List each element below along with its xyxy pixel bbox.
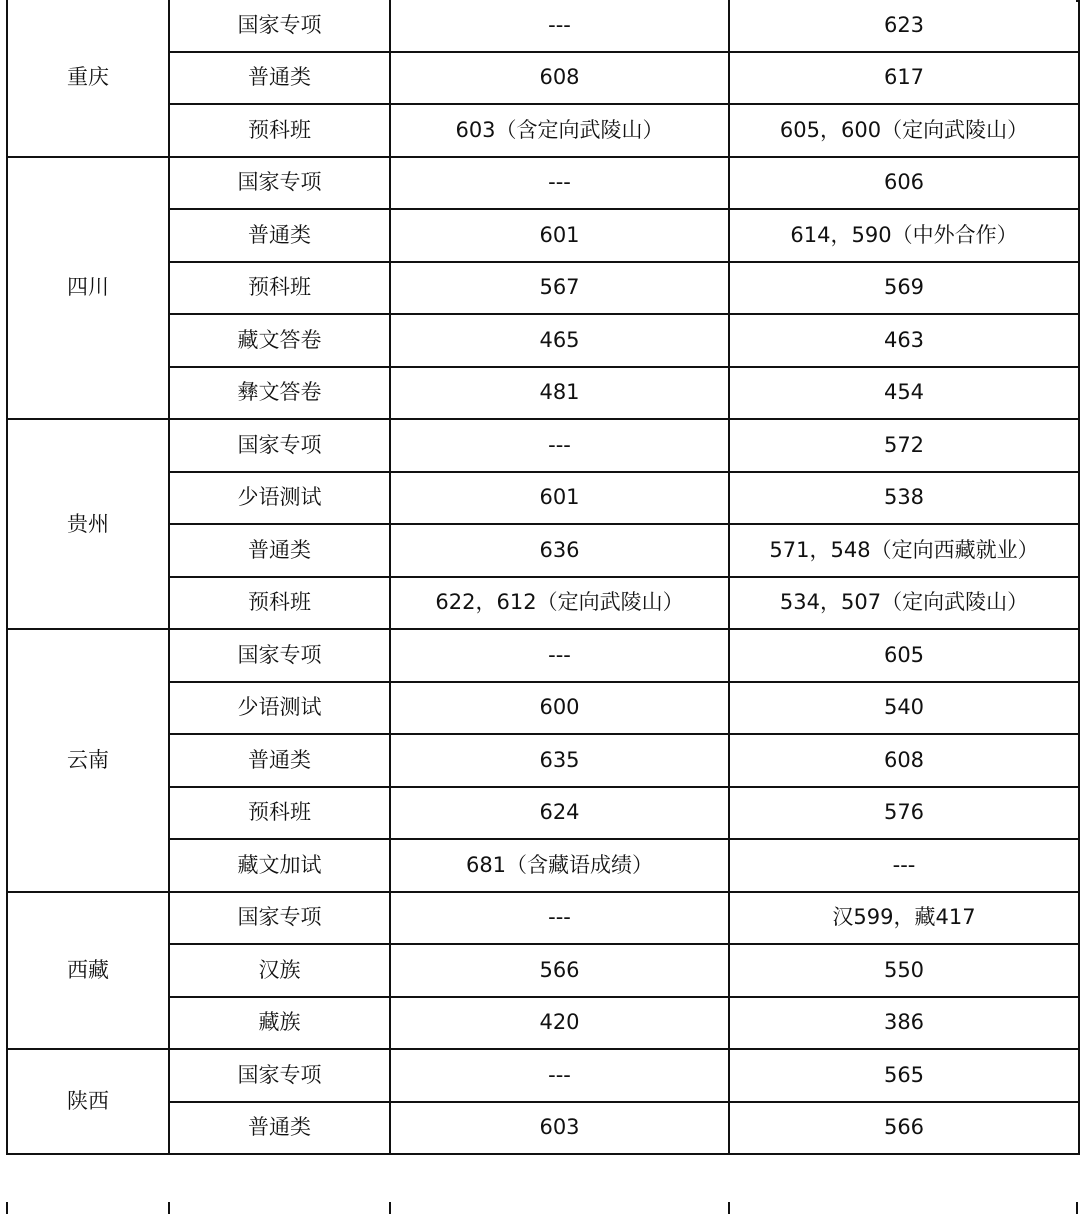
score-cell-col2: 454 [729, 367, 1079, 420]
score-cell-col2: 566 [729, 1102, 1079, 1155]
score-cell-col1: 465 [390, 314, 729, 367]
category-cell: 普通类 [169, 734, 390, 787]
province-cell: 重庆 [7, 0, 169, 157]
category-cell: 藏文加试 [169, 839, 390, 892]
score-cell-col2: 576 [729, 787, 1079, 840]
category-cell: 国家专项 [169, 419, 390, 472]
score-cell-col1: 566 [390, 944, 729, 997]
score-cell-col2: 汉599，藏417 [729, 892, 1079, 945]
score-cell-col2: 617 [729, 52, 1079, 105]
score-cell-col1: --- [390, 1049, 729, 1102]
category-cell: 普通类 [169, 1102, 390, 1155]
category-cell: 预科班 [169, 262, 390, 315]
category-cell: 预科班 [169, 787, 390, 840]
score-cell-col2: 386 [729, 997, 1079, 1050]
score-cell-col2: 538 [729, 472, 1079, 525]
score-cell-col2: 534，507（定向武陵山） [729, 577, 1079, 630]
category-cell: 汉族 [169, 944, 390, 997]
table-body [7, 0, 1079, 1154]
score-cell-col1: 622，612（定向武陵山） [390, 577, 729, 630]
score-cell-col2: 608 [729, 734, 1079, 787]
score-cell-col1: --- [390, 157, 729, 210]
score-cell-col1: 600 [390, 682, 729, 735]
score-cell-col2: 605 [729, 629, 1079, 682]
table-top-edge [6, 0, 1078, 2]
score-cell-col1: 624 [390, 787, 729, 840]
category-cell: 国家专项 [169, 0, 390, 52]
score-cell-col2: 569 [729, 262, 1079, 315]
category-cell: 少语测试 [169, 682, 390, 735]
score-cell-col2: 463 [729, 314, 1079, 367]
score-cell-col2: 606 [729, 157, 1079, 210]
score-cell-col1: --- [390, 892, 729, 945]
score-cell-col1: 608 [390, 52, 729, 105]
score-cell-col2: 614，590（中外合作） [729, 209, 1079, 262]
score-cell-col1: 481 [390, 367, 729, 420]
category-cell: 国家专项 [169, 157, 390, 210]
score-cell-col1: 603（含定向武陵山） [390, 104, 729, 157]
score-cell-col1: --- [390, 0, 729, 52]
category-cell: 少语测试 [169, 472, 390, 525]
province-cell: 西藏 [7, 892, 169, 1050]
table-bottom-edge [6, 1202, 1078, 1214]
table-row [7, 419, 1079, 472]
category-cell: 预科班 [169, 104, 390, 157]
category-cell: 彝文答卷 [169, 367, 390, 420]
score-cell-col1: 636 [390, 524, 729, 577]
score-cell-col2: 565 [729, 1049, 1079, 1102]
category-cell: 国家专项 [169, 629, 390, 682]
admission-score-table [6, 0, 1080, 1155]
category-cell: 预科班 [169, 577, 390, 630]
table-row [7, 0, 1079, 52]
category-cell: 普通类 [169, 209, 390, 262]
score-cell-col2: --- [729, 839, 1079, 892]
province-cell: 四川 [7, 157, 169, 420]
score-cell-col1: --- [390, 629, 729, 682]
score-table-sheet [6, 0, 1078, 1155]
score-cell-col1: 420 [390, 997, 729, 1050]
table-row [7, 629, 1079, 682]
table-row [7, 157, 1079, 210]
score-cell-col2: 550 [729, 944, 1079, 997]
score-cell-col1: 635 [390, 734, 729, 787]
score-cell-col1: 567 [390, 262, 729, 315]
category-cell: 普通类 [169, 524, 390, 577]
province-cell: 贵州 [7, 419, 169, 629]
score-cell-col1: 681（含藏语成绩） [390, 839, 729, 892]
score-cell-col2: 540 [729, 682, 1079, 735]
score-cell-col2: 605，600（定向武陵山） [729, 104, 1079, 157]
category-cell: 国家专项 [169, 1049, 390, 1102]
score-cell-col1: --- [390, 419, 729, 472]
category-cell: 普通类 [169, 52, 390, 105]
category-cell: 国家专项 [169, 892, 390, 945]
score-cell-col1: 601 [390, 209, 729, 262]
score-cell-col2: 623 [729, 0, 1079, 52]
score-cell-col2: 572 [729, 419, 1079, 472]
score-cell-col1: 603 [390, 1102, 729, 1155]
score-cell-col1: 601 [390, 472, 729, 525]
province-cell: 陕西 [7, 1049, 169, 1154]
score-cell-col2: 571，548（定向西藏就业） [729, 524, 1079, 577]
category-cell: 藏文答卷 [169, 314, 390, 367]
category-cell: 藏族 [169, 997, 390, 1050]
table-row [7, 892, 1079, 945]
province-cell: 云南 [7, 629, 169, 892]
table-row [7, 1049, 1079, 1102]
